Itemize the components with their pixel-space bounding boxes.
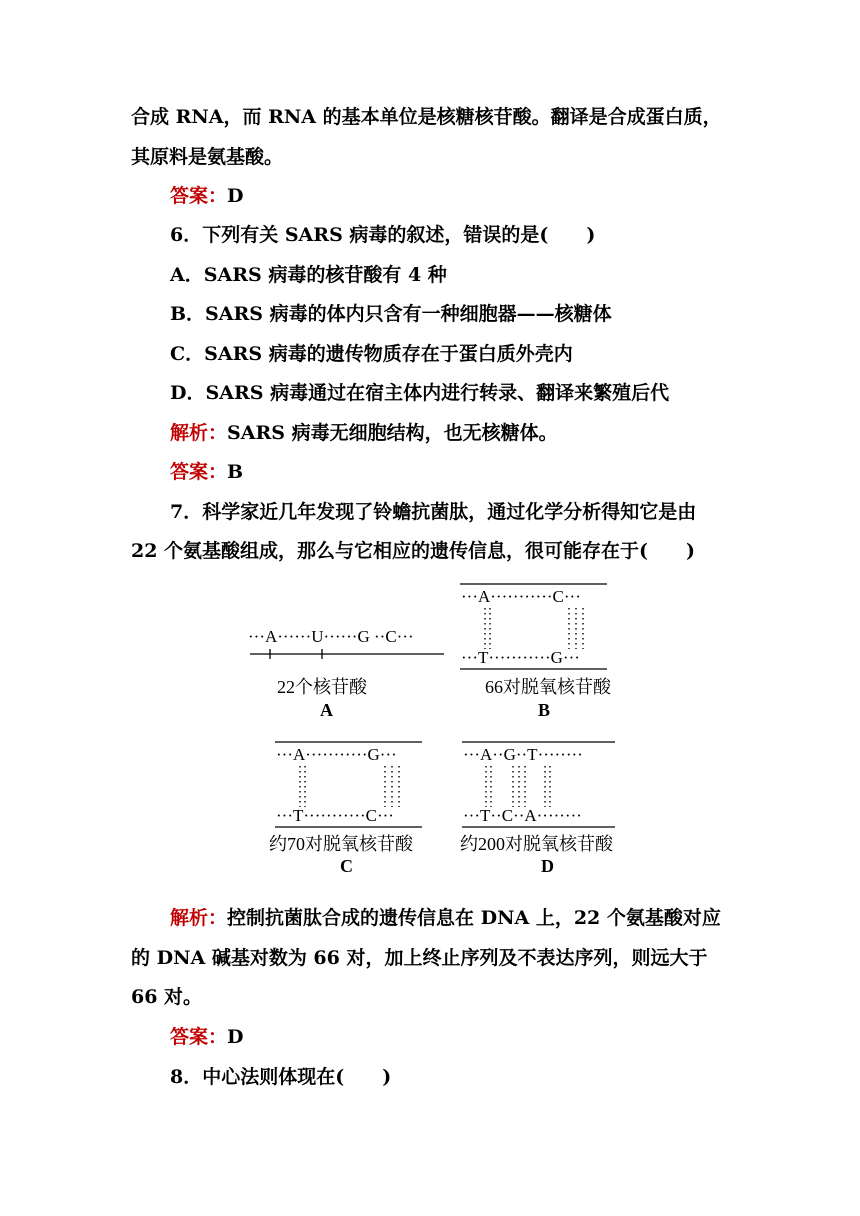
answer-label: 答案：: [170, 185, 228, 207]
question-8: 8．中心法则体现在( ): [170, 1066, 392, 1088]
option-c-letter: C: [340, 856, 353, 875]
option-d-letter: D: [541, 856, 554, 875]
text-line-2: 其原料是氨基酸。: [131, 146, 284, 168]
explanation-6: [170, 420, 558, 446]
explanation-label: 解析：: [170, 907, 228, 929]
option-c-top-strand: ···A···········G···: [276, 745, 397, 764]
option-b-caption: 66对脱氧核苷酸: [485, 677, 611, 697]
explanation-7-line-3: 66 对。: [131, 986, 203, 1008]
option-b-top-strand: ···A···········C···: [461, 587, 581, 606]
question-7-line-2: 22 个氨基酸组成，那么与它相应的遗传信息，很可能存在于( ): [131, 540, 696, 562]
option-a-caption: 22个核苷酸: [277, 677, 367, 697]
hydrogen-bonds: [300, 766, 399, 807]
question-6-option-b: B．SARS 病毒的体内只含有一种细胞器——核糖体: [170, 303, 612, 325]
answer-6: [170, 459, 243, 485]
answer-value: B: [227, 461, 244, 483]
option-a-diagram: [248, 627, 444, 720]
answer-5: [170, 183, 244, 209]
answer-label: 答案：: [170, 461, 228, 483]
text-line-1: 合成 RNA，而 RNA 的基本单位是核糖核苷酸。翻译是合成蛋白质，: [131, 106, 722, 128]
question-7-line-1: 7．科学家近几年发现了铃蟾抗菌肽，通过化学分析得知它是由: [170, 501, 697, 523]
option-b-letter: B: [538, 700, 551, 720]
option-a-sequence: ···A······U······G ··C···: [248, 627, 414, 646]
explanation-text: SARS 病毒无细胞结构，也无核糖体。: [227, 422, 558, 444]
option-d-bottom-strand: ···T··C··A········: [463, 806, 582, 825]
answer-7: [170, 1024, 244, 1050]
answer-label: 答案：: [170, 1026, 228, 1048]
question-6: 6．下列有关 SARS 病毒的叙述，错误的是( ): [170, 224, 596, 246]
option-c-caption: 约70对脱氧核苷酸: [269, 834, 413, 854]
explanation-7-line-1: [170, 905, 721, 931]
answer-value: D: [227, 1026, 244, 1048]
option-c-bottom-strand: ···T···········C···: [276, 806, 394, 825]
option-c-diagram: [269, 742, 422, 875]
hydrogen-bonds: [486, 766, 550, 807]
option-d-top-strand: ···A··G··T········: [463, 745, 583, 764]
explanation-text: 控制抗菌肽合成的遗传信息在 DNA 上，22 个氨基酸对应: [227, 907, 721, 929]
answer-value: D: [227, 185, 244, 207]
option-b-diagram: [460, 584, 612, 720]
hydrogen-bonds: [485, 608, 583, 649]
option-b-bottom-strand: ···T···········G···: [461, 648, 580, 667]
explanation-label: 解析：: [170, 422, 228, 444]
option-a-letter: A: [320, 700, 333, 720]
question-6-option-d: D．SARS 病毒通过在宿主体内进行转录、翻译来繁殖后代: [170, 382, 670, 404]
option-d-diagram: [460, 742, 615, 875]
option-d-caption: 约200对脱氧核苷酸: [460, 834, 613, 854]
question-6-option-a: A．SARS 病毒的核苷酸有 4 种: [170, 264, 447, 286]
dna-options-figure: [0, 575, 860, 875]
explanation-7-line-2: 的 DNA 碱基对数为 66 对，加上终止序列及不表达序列，则远大于: [131, 947, 708, 969]
question-6-option-c: C．SARS 病毒的遗传物质存在于蛋白质外壳内: [170, 343, 573, 365]
